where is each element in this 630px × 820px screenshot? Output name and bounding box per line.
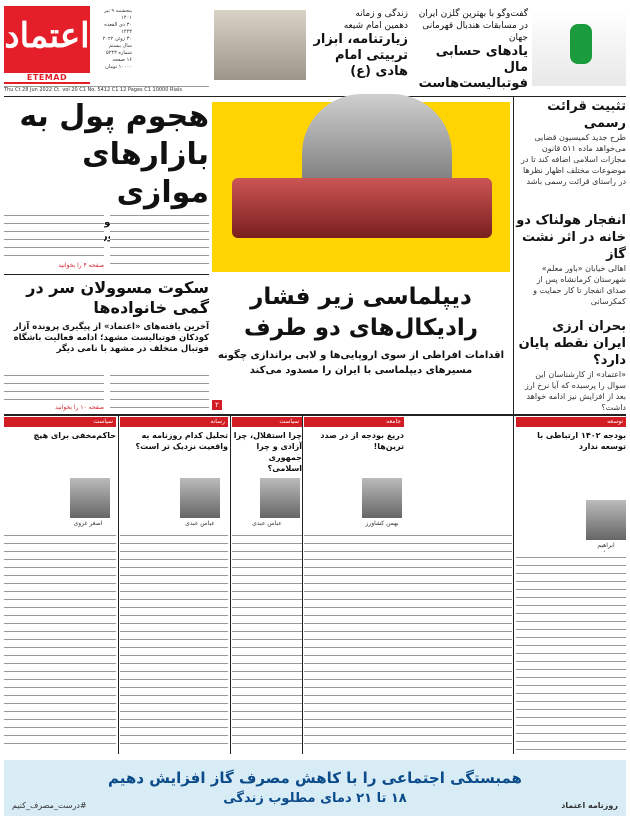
- author-photo: [260, 478, 300, 518]
- teaser-kicker: در مسابقات هندبال قهرمانی جهان: [422, 21, 528, 43]
- teaser-kicker: دهمین امام شیعه: [343, 21, 408, 31]
- date-line: پنجشنبه ۹ تیر ۱۴۰۱: [104, 8, 132, 21]
- main-page-number: ۲: [212, 400, 222, 410]
- story-headline: سکوت مسوولان سر در گمی خانواده‌ها: [26, 278, 209, 317]
- column-headline[interactable]: بودجه ۱۴۰۲ ارتباطی با توسعه ندارد: [537, 431, 626, 451]
- lead-body-right: [110, 210, 209, 268]
- sidebar-headline: بحران ارزی ایران نقطه پایان دارد؟: [518, 319, 626, 368]
- date-line: ۱۰۰۰۰ تومان: [105, 64, 132, 70]
- date-line: ۱۶ صفحه: [112, 57, 132, 63]
- story-body-left: [4, 370, 104, 404]
- ad-banner[interactable]: [4, 760, 626, 816]
- teaser-kicker: گفت‌وگو با بهترین گلزن ایران: [418, 9, 528, 19]
- lead-subhead: کورد: [96, 231, 120, 242]
- banner-line1: همبستگی اجتماعی را با کاهش مصرف گاز افزایش دهیم: [108, 769, 522, 787]
- main-headline: دیپلماسی زیر فشار رادیکال‌های دو طرف: [244, 284, 478, 341]
- column-body: [120, 530, 228, 750]
- teaser-religion[interactable]: [308, 8, 408, 80]
- story-more-link[interactable]: صفحه ۱۰ را بخوانید: [55, 404, 104, 411]
- author-name: عباس عبدی: [185, 520, 215, 527]
- teaser-title: یادهای حسابی مال فوتبالیست‌هاست: [418, 44, 528, 91]
- sidebar-headline: تثبیت قرائت رسمی: [547, 99, 626, 131]
- column-headline[interactable]: چرا استقلال، چرا آزادی و چرا جمهوری اسلامی؟: [233, 431, 302, 473]
- vise-illustration: [232, 178, 492, 238]
- sidebar-story[interactable]: [516, 318, 626, 413]
- banner-hashtag: #درست_مصرف_کنیم: [12, 801, 87, 810]
- author-photo: [180, 478, 220, 518]
- teaser-kicker: زندگی و زمانه: [355, 9, 408, 19]
- sidebar-story[interactable]: [516, 212, 626, 307]
- column-headline[interactable]: دریغ بودجه از در صدد ترین‌ها!: [320, 431, 404, 451]
- author-photo: [586, 500, 626, 540]
- section-tag: سیاست: [4, 417, 116, 427]
- column-body: [304, 530, 512, 750]
- section-tag: سیاست: [232, 417, 302, 427]
- logo-latin: ETEMAD: [4, 73, 90, 82]
- lead-body-left: [4, 210, 104, 262]
- date-line: شماره ۵۲۴۳: [106, 50, 132, 56]
- author-name: بهمن کشاورز: [365, 520, 399, 527]
- column-headline[interactable]: تحلیل کدام روزنامه به واقعیت نزدیک تر است؟: [135, 431, 228, 451]
- player-jersey: [570, 24, 592, 64]
- column-body: [4, 530, 116, 750]
- main-subhead: اقدامات افراطی از سوی اروپایی‌ها و لابی براندازی چگونه مسیرهای دیپلماسی با ایران را مسدود می‌کند: [217, 350, 505, 376]
- sidebar-text: طرح جدید کمیسیون قضایی می‌خواهد ماده ۵۱۱ قانون مجازات اسلامی اضافه کند تا در موضوعات مختلف اظهار نظرها در راستای قرائت رسمی باشد: [521, 133, 626, 186]
- author-name: اصغر غروی: [73, 520, 103, 527]
- banner-brand: روزنامه اعتماد: [561, 801, 618, 810]
- issue-strip: Thu Ct 28 Jun 2022 Ct. vol 20 C1 No. 5412 C1 12 Pages C1 10000 Rials: [4, 86, 209, 94]
- column-body: [232, 530, 302, 750]
- sidebar-text: «اعتماد» از کارشناسان این سوال را پرسیده که آیا نرخ ارز بعد از افزایش نیز ادامه خواهد داشت؟: [524, 370, 626, 412]
- author-name: ابراهیم: [597, 542, 615, 549]
- teaser-sport[interactable]: [412, 8, 528, 92]
- author-photo: [70, 478, 110, 518]
- handball-player-photo: [532, 10, 626, 86]
- main-story[interactable]: [212, 282, 510, 378]
- story-body-right: [110, 370, 209, 412]
- sidebar-text: اهالی خیابان «باور معلم» شهرستان کرمانشاه پس از صدای انفجار تا کار حمایت و کمکرسانی: [533, 264, 626, 306]
- lead-headline: هجوم پول به بازارهای موازی: [19, 99, 209, 210]
- teaser-photo: [214, 10, 306, 80]
- sidebar-story[interactable]: [516, 98, 626, 187]
- section-tag: جامعه: [304, 417, 404, 427]
- masthead-logo[interactable]: [4, 6, 90, 84]
- date-line: سال بیستم: [108, 43, 132, 49]
- date-block: [92, 8, 132, 71]
- banner-line2: ۱۸ تا ۲۱ دمای مطلوب زندگی: [223, 791, 407, 806]
- author-name: عباس عبدی: [252, 520, 282, 527]
- sidebar-headline: انفجار هولناک دو خانه در اثر نشت گاز: [516, 213, 626, 262]
- section-tag: رسانه: [120, 417, 228, 427]
- author-photo: [362, 478, 402, 518]
- story-children[interactable]: [4, 278, 209, 355]
- teaser-title: زیارتنامه، ابزار تربیتی امام هادی (ع): [313, 32, 408, 79]
- column-body: [516, 552, 626, 750]
- lead-more-link[interactable]: صفحه ۴ را بخوانید: [58, 262, 104, 269]
- section-tag: توسعه: [516, 417, 626, 427]
- column-headline[interactable]: حاکم‌مخفی برای هیچ: [33, 431, 116, 440]
- date-line: ۳۰ ذی القعده ۱۴۴۳: [104, 22, 132, 35]
- story-subhead: آخرین یافته‌های «اعتماد» از پیگیری پرونده آزار کودکان فوتبالیست مشهد؛ ادامه فعالیت باشگاه فوتبال متخلف در مشهد با نامی دیگر: [13, 322, 209, 354]
- logo-text: اعتماد: [4, 16, 90, 56]
- date-line: ۳۰ ژوئن ۲۰۲۲: [102, 36, 132, 42]
